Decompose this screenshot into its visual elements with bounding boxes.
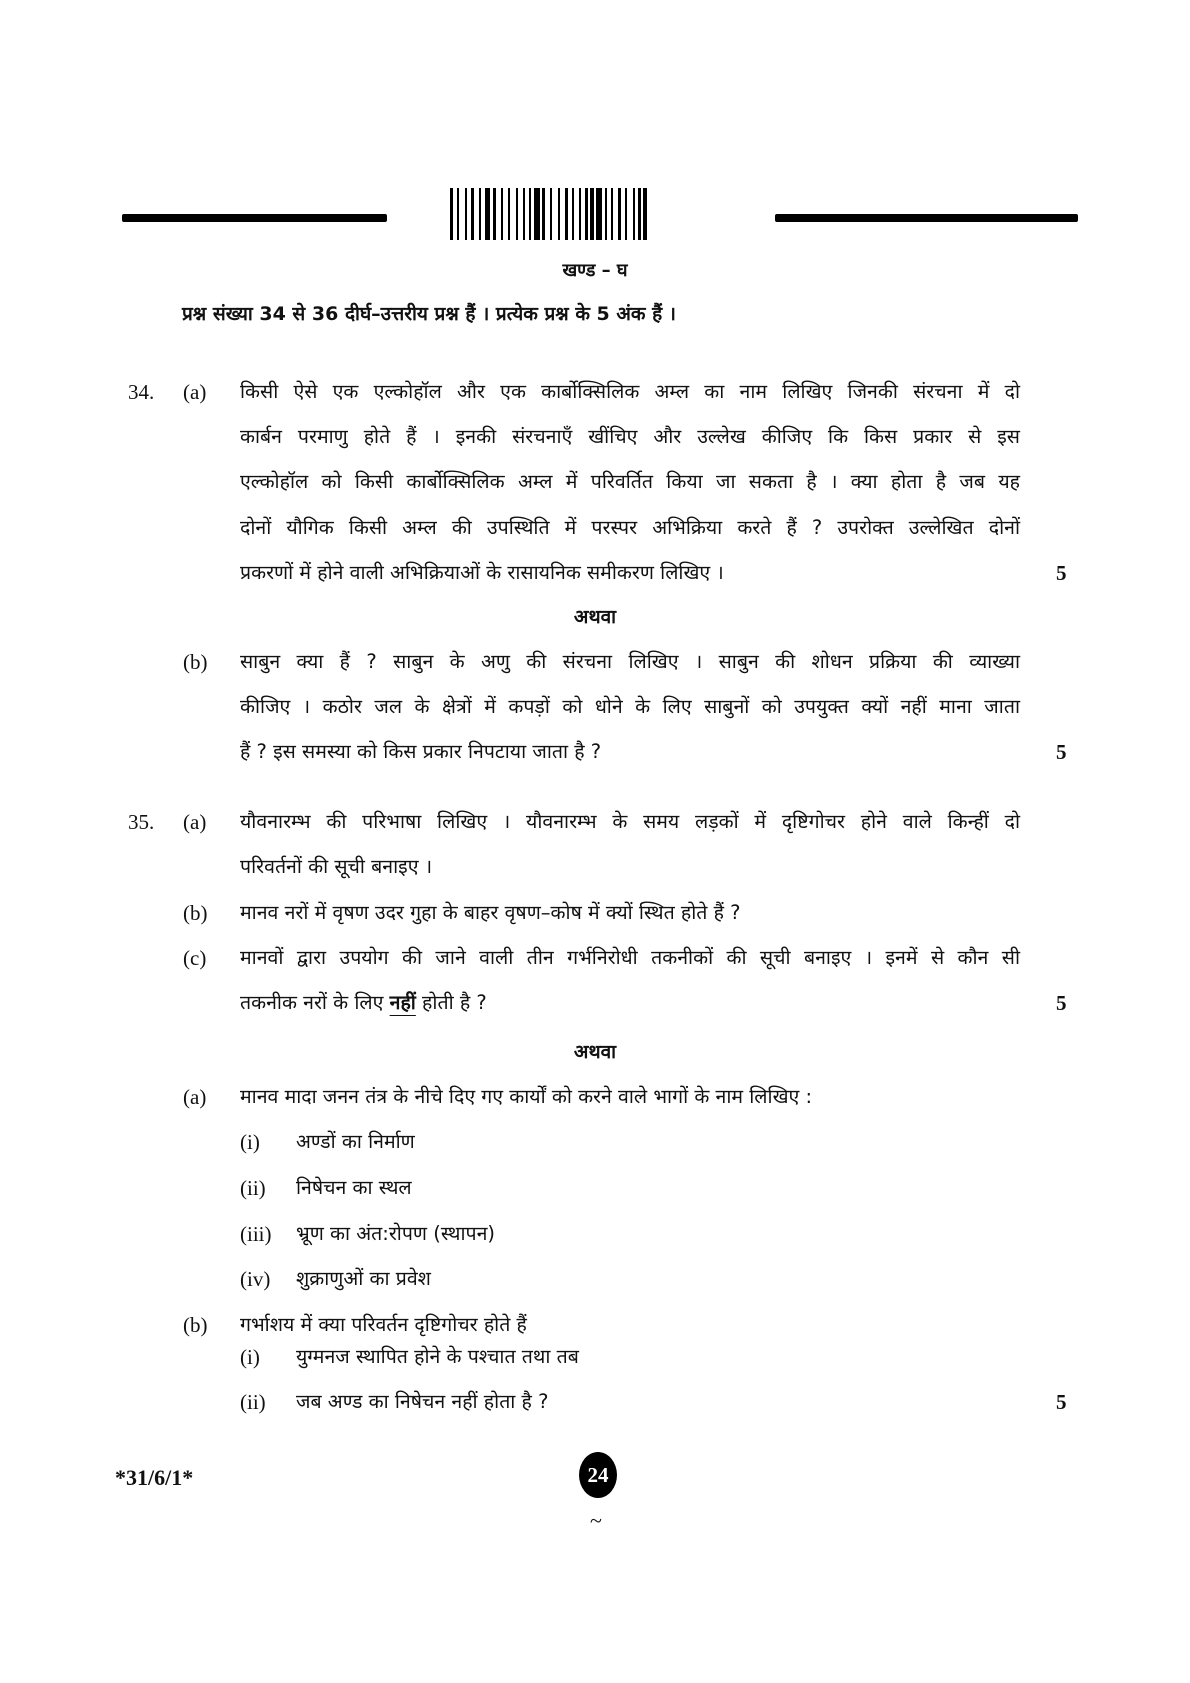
- or-divider: अथवा: [573, 1041, 617, 1063]
- emphasis-text: नहीं: [389, 991, 416, 1014]
- subpart-label: (i): [240, 1345, 260, 1369]
- header-rule-left: [122, 214, 387, 222]
- question-text-line: कीजिए । कठोर जल के क्षेत्रों में कपड़ों को धोने के लिए साबुनों को उपयुक्त क्यों नहीं माना जाता: [240, 695, 1020, 718]
- question-text-line: साबुन क्या हैं ? साबुन के अणु की संरचना लिखिए । साबुन की शोधन प्रक्रिया की व्याख्या: [240, 650, 1020, 673]
- text-segment: होती है ?: [415, 991, 487, 1014]
- subpart-label: (ii): [240, 1176, 266, 1200]
- section-title: खण्ड – घ: [562, 260, 628, 281]
- paper-code: *31/6/1*: [115, 1465, 194, 1490]
- section-instruction: प्रश्न संख्या 34 से 36 दीर्घ–उत्तरीय प्रश्न हैं । प्रत्येक प्रश्न के 5 अंक हैं ।: [182, 303, 677, 325]
- question-number: 34.: [128, 380, 155, 404]
- part-label: (a): [183, 1085, 207, 1109]
- or-divider: अथवा: [573, 606, 617, 628]
- subpart-text: अण्डों का निर्माण: [296, 1130, 415, 1153]
- part-label: (b): [183, 901, 208, 925]
- marks: 5: [1056, 740, 1067, 764]
- subpart-text: जब अण्ड का निषेचन नहीं होता है ?: [296, 1390, 549, 1413]
- barcode-icon: [450, 188, 696, 240]
- question-text-line: हैं ? इस समस्या को किस प्रकार निपटाया जाता है ?: [240, 740, 602, 763]
- question-text-line: गर्भाशय में क्या परिवर्तन दृष्टिगोचर होते हैं: [240, 1313, 527, 1336]
- question-text-line: परिवर्तनों की सूची बनाइए ।: [240, 855, 433, 878]
- question-text-line: मानवों द्वारा उपयोग की जाने वाली तीन गर्भनिरोधी तकनीकों की सूची बनाइए । इनमें से कौन सी: [240, 946, 1020, 969]
- marks: 5: [1056, 561, 1067, 585]
- question-text-line: [240, 990, 487, 1016]
- question-number: 35.: [128, 810, 155, 834]
- text-segment: तकनीक नरों के लिए: [240, 991, 390, 1014]
- part-label: (b): [183, 650, 208, 674]
- part-label: (a): [183, 380, 207, 404]
- marks: 5: [1056, 1390, 1067, 1414]
- tilde-mark: ~: [590, 1508, 602, 1533]
- question-text-line: यौवनारम्भ की परिभाषा लिखिए । यौवनारम्भ के समय लड़कों में दृष्टिगोचर होने वाले किन्हीं दो: [240, 810, 1020, 833]
- subpart-text: शुक्राणुओं का प्रवेश: [296, 1267, 431, 1290]
- subpart-label: (ii): [240, 1390, 266, 1414]
- question-text-line: प्रकरणों में होने वाली अभिक्रियाओं के रासायनिक समीकरण लिखिए ।: [240, 561, 724, 584]
- question-text-line: किसी ऐसे एक एल्कोहॉल और एक कार्बोक्सिलिक अम्ल का नाम लिखिए जिनकी संरचना में दो: [240, 380, 1020, 403]
- part-label: (a): [183, 810, 207, 834]
- subpart-text: युग्मनज स्थापित होने के पश्चात तथा तब: [296, 1345, 579, 1368]
- part-label: (b): [183, 1313, 208, 1337]
- subpart-label: (iii): [240, 1222, 272, 1246]
- question-text-line: कार्बन परमाणु होते हैं । इनकी संरचनाएँ खींचिए और उल्लेख कीजिए कि किस प्रकार से इस: [240, 425, 1020, 448]
- subpart-label: (i): [240, 1130, 260, 1154]
- question-text-line: दोनों यौगिक किसी अम्ल की उपस्थिति में परस्पर अभिक्रिया करते हैं ? उपरोक्त उल्लेखित दोनों: [240, 516, 1020, 539]
- question-text-line: मानव नरों में वृषण उदर गुहा के बाहर वृषण–कोष में क्यों स्थित होते हैं ?: [240, 901, 741, 924]
- question-text-line: मानव मादा जनन तंत्र के नीचे दिए गए कार्यों को करने वाले भागों के नाम लिखिए :: [240, 1085, 813, 1108]
- question-text-line: एल्कोहॉल को किसी कार्बोक्सिलिक अम्ल में परिवर्तित किया जा सकता है । क्या होता है जब यह: [240, 470, 1020, 493]
- subpart-label: (iv): [240, 1267, 271, 1291]
- subpart-text: निषेचन का स्थल: [296, 1176, 412, 1199]
- subpart-text: भ्रूण का अंत:रोपण (स्थापन): [296, 1222, 496, 1245]
- header-rule-right: [775, 214, 1078, 222]
- page-number-badge: 24: [579, 1452, 617, 1498]
- part-label: (c): [183, 946, 207, 970]
- marks: 5: [1056, 991, 1067, 1015]
